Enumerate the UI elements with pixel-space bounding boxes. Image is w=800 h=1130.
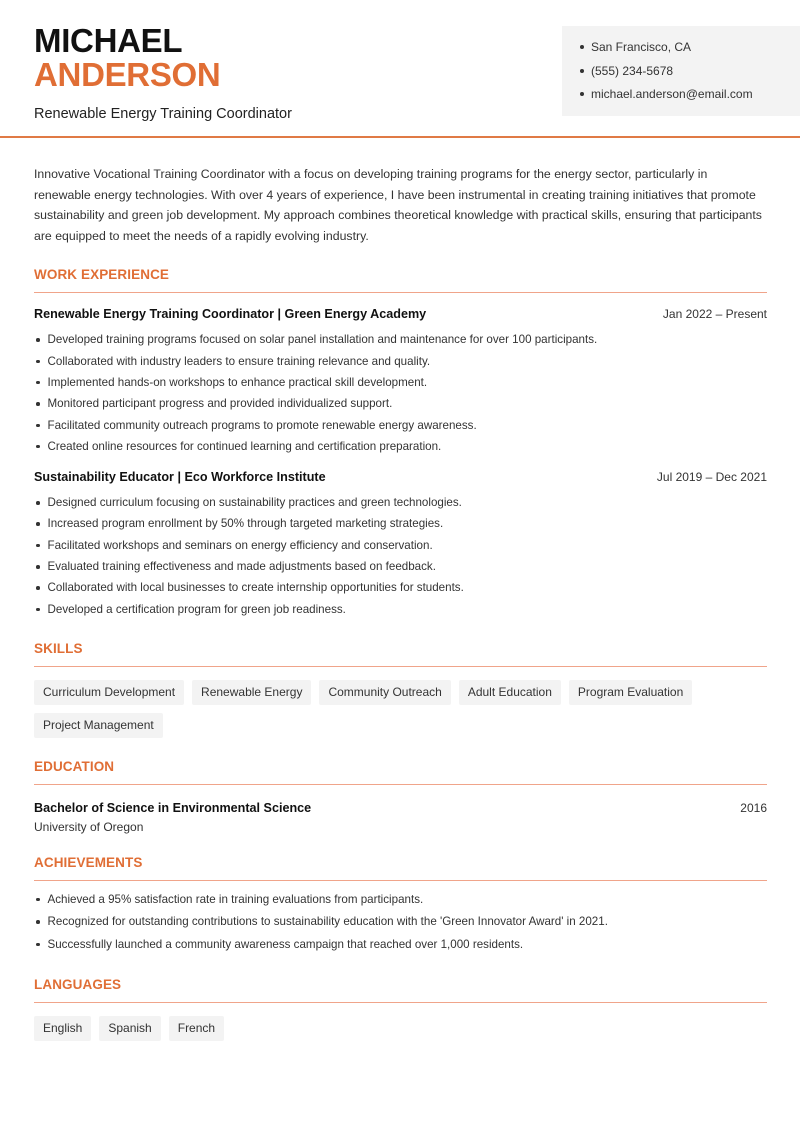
list-item: Implemented hands-on workshops to enhance practical skill development.	[34, 372, 767, 393]
job-entry	[34, 470, 767, 620]
list-item: Successfully launched a community awareness campaign that reached over 1,000 residents.	[34, 934, 767, 957]
bullet-icon	[36, 522, 40, 526]
bullet-icon	[36, 381, 40, 385]
list-item: Increased program enrollment by 50% through targeted marketing strategies.	[34, 513, 767, 534]
skills-list	[34, 680, 767, 738]
section-title-languages: LANGUAGES	[34, 977, 767, 1003]
achievements-list	[34, 889, 767, 957]
job-heading: Renewable Energy Training Coordinator | Green Energy Academy	[34, 307, 427, 322]
last-name: ANDERSON	[34, 56, 221, 93]
contact-email	[580, 86, 800, 110]
bullet-icon	[36, 445, 40, 449]
list-item: Recognized for outstanding contributions to sustainability education with the 'Green Innovator Award' in 2021.	[34, 911, 767, 934]
list-item: Achieved a 95% satisfaction rate in training evaluations from participants.	[34, 889, 767, 912]
contact-phone	[580, 63, 800, 87]
resume-header	[0, 0, 800, 138]
bullet-icon	[36, 920, 40, 924]
section-title-skills: SKILLS	[34, 641, 767, 667]
job-dates: Jan 2022 – Present	[662, 307, 767, 322]
list-item: Developed a certification program for green job readiness.	[34, 599, 767, 620]
job-dates: Jul 2019 – Dec 2021	[656, 470, 767, 485]
contact-location	[580, 39, 800, 63]
first-name: MICHAEL	[34, 22, 183, 59]
skill-tag: Curriculum Development	[34, 680, 184, 705]
bullet-icon	[36, 943, 40, 947]
name-block	[34, 24, 292, 122]
phone-text: (555) 234-5678	[591, 63, 674, 78]
list-item: Evaluated training effectiveness and made adjustments based on feedback.	[34, 556, 767, 577]
bullet-icon	[580, 92, 584, 96]
section-title-education: EDUCATION	[34, 759, 767, 785]
bullet-icon	[36, 898, 40, 902]
contact-box	[562, 26, 800, 116]
skill-tag: Community Outreach	[319, 680, 450, 705]
bullet-icon	[36, 608, 40, 612]
bullet-icon	[36, 338, 40, 342]
skill-tag: Program Evaluation	[569, 680, 692, 705]
bullet-icon	[36, 586, 40, 590]
list-item: Collaborated with industry leaders to ensure training relevance and quality.	[34, 351, 767, 372]
job-entry	[34, 307, 767, 457]
graduation-year: 2016	[740, 800, 767, 815]
bullet-icon	[36, 565, 40, 569]
job-heading: Sustainability Educator | Eco Workforce Institute	[34, 470, 326, 485]
job-bullets	[34, 492, 767, 620]
list-item: Facilitated community outreach programs to promote renewable energy awareness.	[34, 415, 767, 436]
job-bullets	[34, 329, 767, 457]
languages-list	[34, 1016, 767, 1041]
degree: Bachelor of Science in Environmental Science	[34, 800, 312, 815]
section-title-achievements: ACHIEVEMENTS	[34, 855, 767, 881]
bullet-icon	[36, 544, 40, 548]
section-title-work: WORK EXPERIENCE	[34, 267, 767, 293]
list-item: Developed training programs focused on solar panel installation and maintenance for over 100 participants.	[34, 329, 767, 350]
list-item: Collaborated with local businesses to create internship opportunities for students.	[34, 577, 767, 598]
skill-tag: Adult Education	[459, 680, 561, 705]
bullet-icon	[580, 45, 584, 49]
bullet-icon	[580, 69, 584, 73]
location-text: San Francisco, CA	[591, 40, 692, 54]
bullet-icon	[36, 360, 40, 364]
job-title: Renewable Energy Training Coordinator	[34, 106, 292, 122]
bullet-icon	[36, 501, 40, 505]
list-item: Facilitated workshops and seminars on energy efficiency and conservation.	[34, 535, 767, 556]
list-item: Monitored participant progress and provided individualized support.	[34, 393, 767, 414]
language-tag: French	[169, 1016, 224, 1041]
bullet-icon	[36, 402, 40, 406]
language-tag: Spanish	[99, 1016, 160, 1041]
skill-tag: Renewable Energy	[192, 680, 311, 705]
school-name: University of Oregon	[34, 819, 144, 834]
summary: Innovative Vocational Training Coordinator with a focus on developing training programs for the energy sector, particularly in renewable energy technologies. With over 4 years of experience, I have been instrumental in creating training initiatives that promote sustainability and green job development. My approach combines theoretical knowledge with practical skills, ensuring that participants are equipped to meet the needs of a rapidly evolving industry.	[34, 167, 762, 243]
resume-body	[0, 164, 800, 1041]
education-entry	[34, 801, 767, 834]
bullet-icon	[36, 424, 40, 428]
list-item: Designed curriculum focusing on sustainability practices and green technologies.	[34, 492, 767, 513]
email-text: michael.anderson@email.com	[591, 87, 753, 101]
list-item: Created online resources for continued learning and certification preparation.	[34, 436, 767, 457]
skill-tag: Project Management	[34, 713, 163, 738]
language-tag: English	[34, 1016, 91, 1041]
